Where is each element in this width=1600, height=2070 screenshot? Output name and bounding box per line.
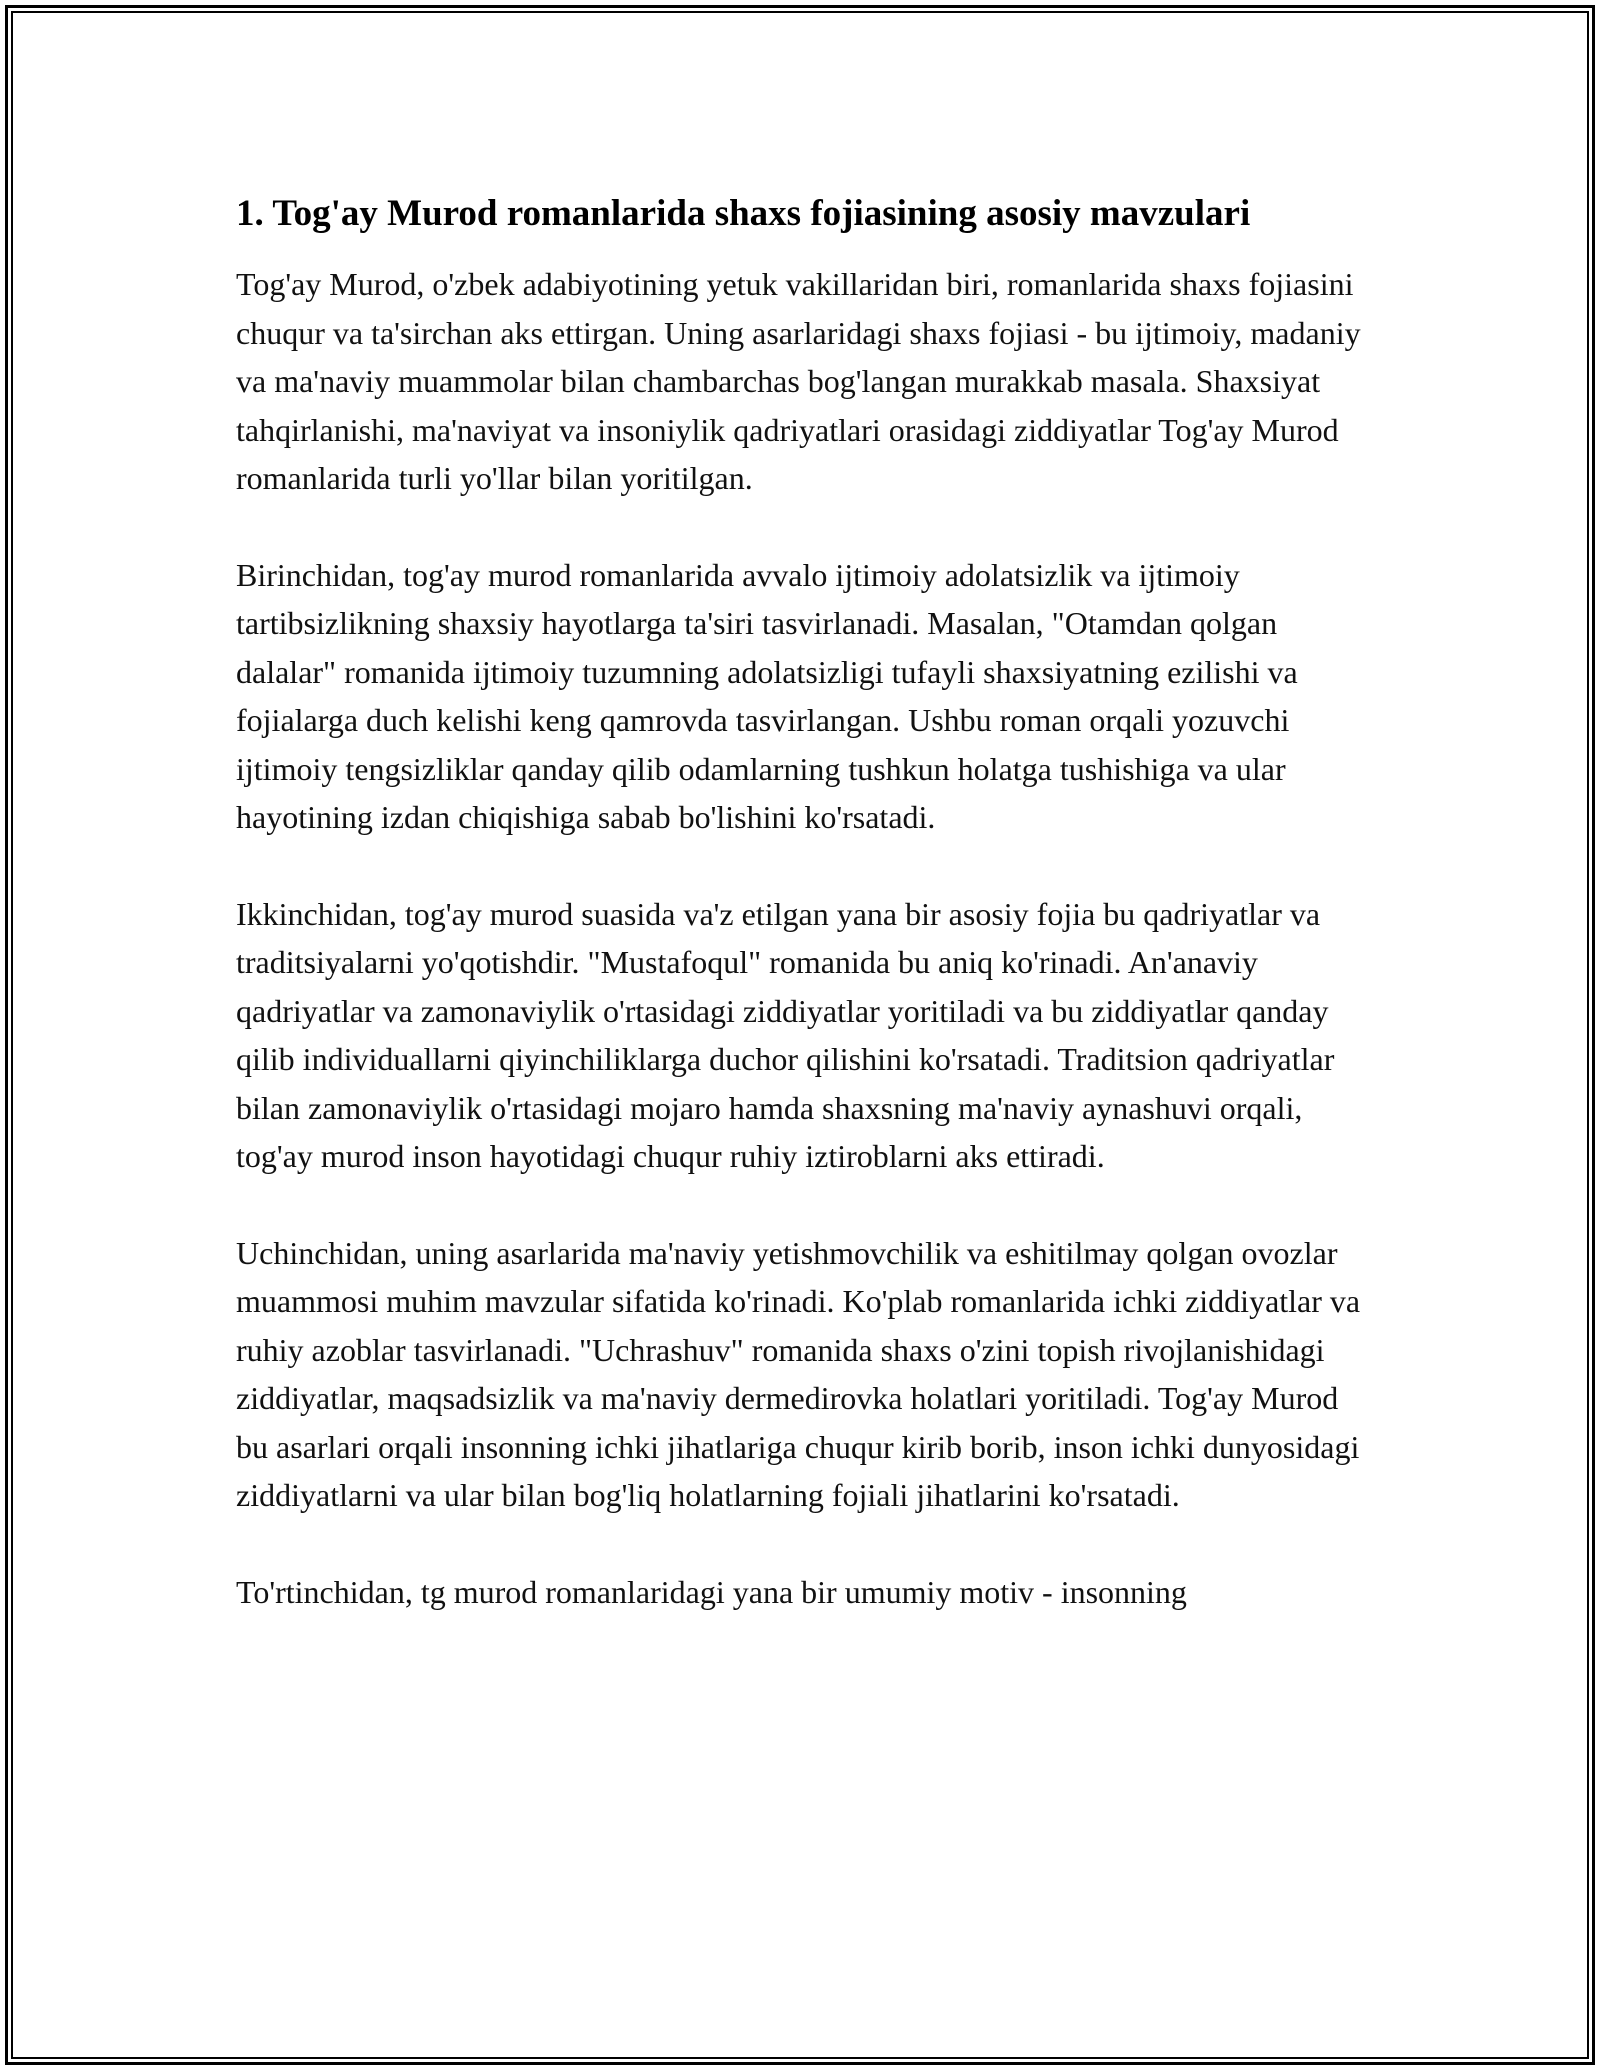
- section-heading: 1. Tog'ay Murod romanlarida shaxs fojiasining asosiy mavzulari: [236, 193, 1251, 234]
- paragraph-first-point: Birinchidan, tog'ay murod romanlarida avvalo ijtimoiy adolatsizlik va ijtimoiy tartibsizlikning shaxsiy hayotlarga ta'siri tasvirlanadi. Masalan, "Otamdan qolgan dalalar" romanida ijtimoiy tuzumning adolatsizligi tufayli shaxsiyatning ezilishi va fojialarga duch kelishi keng qamrovda tasvirlangan. Ushbu roman orqali yozuvchi ijtimoiy tengsizliklar qanday qilib odamlarning tushkun holatga tushishiga va ular hayotining izdan chiqishiga sabab bo'lishini ko'rsatadi.: [236, 556, 1298, 835]
- paragraph-intro: Tog'ay Murod, o'zbek adabiyotining yetuk vakillaridan biri, romanlarida shaxs fojiasini chuqur va ta'sirchan aks ettirgan. Uning asarlaridagi shaxs fojiasi - bu ijtimoiy, madaniy va ma'naviy muammolar bilan chambarchas bog'langan murakkab masala. Shaxsiyat tahqirlanishi, ma'naviyat va insoniylik qadriyatlari orasidagi ziddiyatlar Tog'ay Murod romanlarida turli yo'llar bilan yoritilgan.: [236, 266, 1361, 496]
- paragraph-second-point: Ikkinchidan, tog'ay murod suasida va'z etilgan yana bir asosiy fojia bu qadriyatlar va traditsiyalarni yo'qotishdir. "Mustafoqul" romanida bu aniq ko'rinadi. An'anaviy qadriyatlar va zamonaviylik o'rtasidagi ziddiyatlar yoritiladi va bu ziddiyatlar qanday qilib individuallarni qiyinchiliklarga duchor qilishini ko'rsatadi. Traditsion qadriyatlar bilan zamonaviylik o'rtasidagi mojaro hamda shaxsning ma'naviy aynashuvi orqali, tog'ay murod inson hayotidagi chuqur ruhiy iztiroblarni aks ettiradi.: [236, 895, 1335, 1174]
- paragraph-third-point: Uchinchidan, uning asarlarida ma'naviy yetishmovchilik va eshitilmay qolgan ovozlar muammosi muhim mavzular sifatida ko'rinadi. Ko'plab romanlarida ichki ziddiyatlar va ruhiy azoblar tasvirlanadi. "Uchrashuv" romanida shaxs o'zini topish rivojlanishidagi ziddiyatlar, maqsadsizlik va ma'naviy dermedirovka holatlari yoritiladi. Tog'ay Murod bu asarlari orqali insonning ichki jihatlariga chuqur kirib borib, inson ichki dunyosidagi ziddiyatlarni va ular bilan bog'liq holatlarning fojiali jihatlarini ko'rsatadi.: [236, 1234, 1361, 1513]
- paragraph-fourth-point: To'rtinchidan, tg murod romanlaridagi yana bir umumiy motiv - insonning: [236, 1573, 1187, 1610]
- document-body: [236, 186, 1376, 1664]
